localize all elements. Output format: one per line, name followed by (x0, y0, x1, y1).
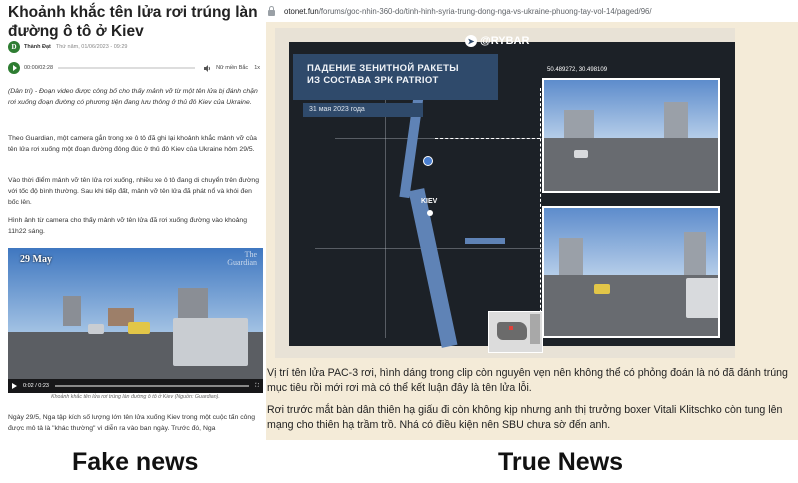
url-domain: otonet.fun (284, 6, 319, 16)
author-name[interactable]: Thành Đạt (24, 44, 51, 50)
street-photo-bottom (542, 206, 720, 338)
true-news-panel (266, 0, 798, 440)
map-river (409, 188, 458, 348)
fullscreen-icon[interactable]: ⛶ (255, 382, 259, 389)
video-date-overlay: 29 May (20, 254, 52, 265)
city-marker-icon (427, 210, 433, 216)
author-logo-icon: D (8, 41, 20, 53)
city-label: KIEV (421, 198, 438, 205)
voice-select[interactable]: Nữ miền Bắc (216, 65, 249, 71)
post-date: Thứ năm, 01/06/2023 - 09:29 (55, 44, 128, 50)
fake-news-article-panel (0, 0, 266, 440)
connector-line (540, 88, 541, 343)
audio-player (8, 60, 260, 76)
true-news-label: True News (498, 448, 624, 476)
map-title (293, 54, 498, 100)
photo-building (564, 110, 594, 140)
telegram-icon: ➤ (465, 35, 477, 47)
photo-car (594, 284, 610, 294)
connector-line (435, 138, 540, 139)
video-controls (8, 379, 263, 393)
speed-select[interactable]: 1x (254, 65, 260, 71)
photo-building (559, 238, 583, 278)
audio-progress-bar[interactable] (58, 67, 195, 69)
map-road (315, 248, 565, 249)
forum-post (266, 22, 798, 440)
map-title-line: ИЗ СОСТАВА ЗРК PATRIOT (307, 75, 439, 86)
rybar-map-image (275, 28, 735, 358)
brand-line: Guardian (227, 258, 257, 267)
article-paragraph: Vào thời điểm mảnh vỡ tên lửa rơi xuống, nhiều xe ô tô đang di chuyển trên đường với tốc độ bình thường. Sau khi tiếp đất, mảnh vỡ tên lửa đã phát nổ và khói đen bốc lên. (8, 177, 259, 206)
rybar-brand: @RYBAR (480, 35, 530, 47)
article-paragraph: Ngày 29/5, Nga tập kích số lượng lớn tên lửa xuống Kiev trong một cuộc tấn công được mô tả là "khác thường" vì diễn ra vào ban ngày. Trước đó, Nga (8, 414, 255, 432)
volume-icon[interactable] (204, 65, 212, 72)
article-lead: (Dân trí) - Đoạn video được công bố cho thấy mảnh vỡ từ một tên lửa bị đánh chặn rơi xuống đoạn đường có phương tiện đang lưu thông ở thủ đô Kiev của Ukraine. (8, 88, 258, 106)
audio-time: 00:00/02:28 (24, 65, 54, 71)
photo-car (686, 278, 720, 318)
post-paragraph: Rơi trước mắt bàn dân thiên hạ giấu đi còn không kịp nhưng anh thị trưởng boxer Vitali Klitschko còn tung lên mạng cho thiên hạ trầm trồ. Nhá có điều kiện nên SBU chưa sờ đến anh. (267, 404, 783, 431)
url-path: /forums/goc-nhin-360-do/tinh-hinh-syria-trung-dong-nga-vs-ukraine-phuong-tay-vol-14/paged/96/ (318, 6, 652, 16)
photo-car (574, 150, 588, 158)
photo-road (544, 138, 718, 191)
video-progress-bar[interactable] (55, 385, 249, 387)
street-photo-top (542, 78, 720, 193)
map-date: 31 мая 2023 года (303, 103, 423, 117)
audio-play-icon[interactable] (8, 62, 20, 74)
video-time: 0:02 / 0:23 (23, 383, 49, 389)
video-play-icon[interactable] (12, 383, 17, 389)
lock-icon (268, 10, 275, 16)
map-road (385, 88, 386, 338)
minimap-location-icon (509, 326, 513, 330)
article-paragraph: Hình ảnh từ camera cho thấy mảnh vỡ tên lửa đã rơi xuống đường vào khoảng 11h22 sáng. (8, 217, 247, 235)
video-car (173, 318, 248, 366)
video-caption: Khoảnh khắc tên lửa rơi trúng làn đường ô tô ở Kiev (Nguồn: Guardian). (51, 394, 220, 400)
video-building (63, 296, 81, 326)
video-car (88, 324, 104, 334)
minimap-region (530, 314, 540, 344)
coordinates-label: 50.489272, 30.498109 (547, 67, 608, 73)
article-title: Khoảnh khắc tên lửa rơi trúng làn đường ô tô ở Kiev (8, 4, 258, 40)
rybar-logo (465, 35, 529, 47)
map-title-line: ПАДЕНИЕ ЗЕНИТНОЙ РАКЕТЫ (307, 63, 459, 74)
address-bar[interactable] (266, 0, 798, 22)
video-brand (227, 251, 257, 267)
brand-line: The (244, 250, 257, 259)
torn-edge (275, 28, 289, 358)
article-paragraph: Theo Guardian, một camera gắn trong xe ô tô đã ghi lại khoảnh khắc mảnh vỡ của tên lửa rơi xuống một đoạn đường đông đúc ở thủ đô Kiev của Ukraine hôm 29/5. (8, 135, 257, 153)
map-river (465, 238, 505, 244)
minimap-country (497, 322, 527, 340)
video-car (128, 322, 150, 334)
photo-building (684, 232, 706, 278)
photo-building (664, 102, 688, 140)
byline (8, 40, 127, 54)
post-paragraph: Vị trí tên lửa PAC-3 rơi, hình dáng trong clip còn nguyên vẹn nên không thể có phỏng đoán là nó đã đánh trúng mục tiêu rồi mới rơi mà có thể kết luận đây là tên lửa lỗi. (267, 367, 788, 394)
article-video[interactable] (8, 248, 263, 393)
ukraine-minimap (488, 311, 543, 353)
fake-news-label: Fake news (72, 448, 199, 476)
location-pin-icon (423, 156, 433, 166)
